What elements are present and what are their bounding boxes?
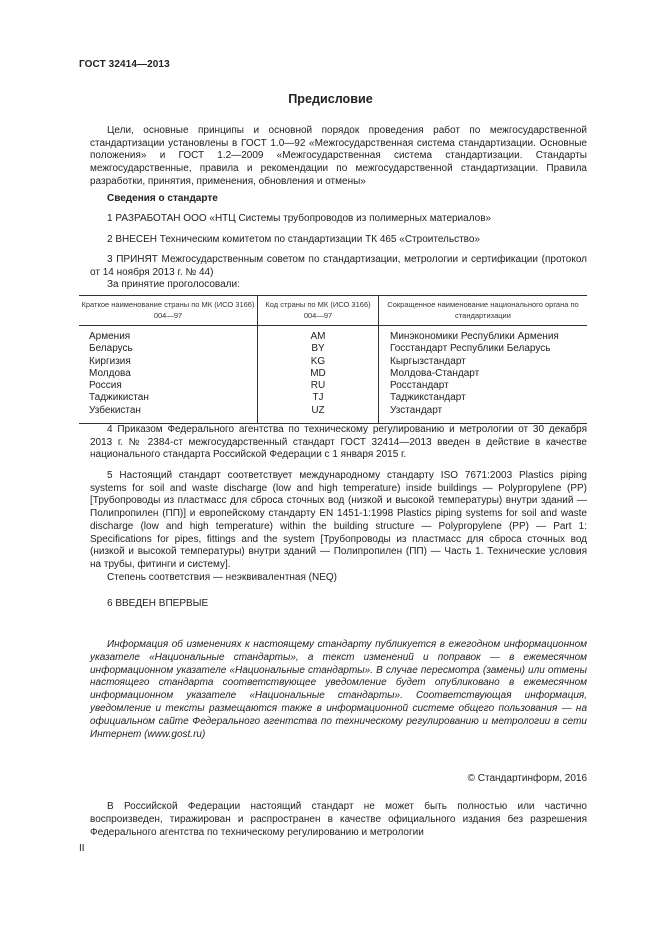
intro-paragraph: Цели, основные принципы и основной порядок проведения работ по межгосударственной стандартизации установлены в ГОСТ 1.0—92 «Межгосударственная система стандартизации. Основные положения» и ГОСТ 1.2—2009 «Межгосударственная система стандартизации. Стандарты межгосударственные, правила и рекомендации по межгосударственной стандартизации. Правила разработки, принятия, применения, обновления и отмены» (90, 125, 587, 187)
item-4: 4 Приказом Федерального агентства по техническому регулированию и метрологии от 30 декабря 2013 г. № 2384-ст межгосударственный стандарт ГОСТ 32414—2013 введен в действие в качестве национального стандарта Российской Федерации с 1 января 2015 г. (90, 424, 587, 461)
item6-block (90, 598, 587, 611)
body-cell: Таджикстандарт (379, 392, 588, 404)
country-cell: Молдова (89, 367, 131, 379)
copyright-line: © Стандартинформ, 2016 (467, 773, 587, 784)
table-row (79, 380, 587, 392)
country-cell: Киргизия (89, 355, 131, 367)
code-cell: MD (258, 368, 379, 380)
item5-block (90, 470, 587, 584)
item-3: 3 ПРИНЯТ Межгосударственным советом по стандартизации, метрологии и сертификации (протокол от 14 ноября 2013 г. № 44) (90, 254, 587, 278)
table-row (79, 326, 587, 344)
table-header-row (79, 296, 587, 326)
item-1: 1 РАЗРАБОТАН ООО «НТЦ Системы трубопроводов из полимерных материалов» (107, 213, 492, 224)
intro-block (90, 125, 587, 189)
item3-block (90, 254, 587, 292)
item-2: 2 ВНЕСЕН Техническим комитетом по стандартизации ТК 465 «Строительство» (107, 234, 480, 245)
voted-label: За принятие проголосовали: (107, 279, 240, 291)
item4-block (90, 424, 587, 462)
code-cell: AM (258, 326, 379, 344)
info-heading: Сведения о стандарте (107, 193, 218, 204)
body-cell: Узстандарт (379, 405, 588, 424)
member-states-table (79, 295, 587, 424)
page-title: Предисловие (288, 92, 373, 106)
code-cell: RU (258, 380, 379, 392)
code-cell: UZ (258, 405, 379, 424)
item-6: 6 ВВЕДЕН ВПЕРВЫЕ (107, 598, 209, 609)
code-cell: KG (258, 356, 379, 368)
body-cell: Росстандарт (379, 380, 588, 392)
code-cell: TJ (258, 392, 379, 404)
item-5: 5 Настоящий стандарт соответствует международному стандарту ISO 7671:2003 Plastics piping systems for soil and waste discharge (low and high temperature) inside buildings — Polypropylene (PP) [Трубопроводы из пластмасс для сброса сточных вод (низкой и высокой температуры) внутри зданий — Полипропилен (ПП)] и европейскому стандарту EN 1451-1:1998 Plastics piping systems for soil and waste discharge (low and high temperature) within the building structure — Polypropylene (PP) — Part 1: Specifications for pipes, fittings and the system [Трубопроводы из пластмасс для сброса сточных вод (низкой и высокой температуры) внутри зданий — Полипропилен (ПП) — Часть 1. Технические условия на трубы, фитинги и систему]. (90, 470, 587, 570)
header-code: Код страны по МК (ИСО 3166) 004—97 (258, 296, 379, 326)
table-row (79, 356, 587, 368)
table-row (79, 392, 587, 404)
table-row (79, 368, 587, 380)
item1-block (90, 213, 587, 226)
page-number: II (79, 843, 85, 854)
country-cell: Таджикистан (89, 392, 149, 404)
country-cell: Узбекистан (79, 405, 258, 424)
table-row (79, 405, 587, 424)
code-cell: BY (258, 343, 379, 355)
info-heading-block (90, 193, 587, 206)
country-cell: Россия (89, 380, 122, 392)
body-cell: Кыргызстандарт (379, 356, 588, 368)
notice-paragraph: Информация об изменениях к настоящему стандарту публикуется в ежегодном информационном указателе «Национальные стандарты», а текст изменений и поправок — в ежемесячном информационном указателе «Национальные стандарты». В случае пересмотра (замены) или отмены настоящего стандарта соответствующее уведомление будет опубликовано в ежемесячном информационном указателе «Национальные стандарты». Соответствующая информация, уведомление и тексты размещаются также в информационной системе общего пользования — на официальном сайте Федерального агентства по техническому регулированию и метрологии в сети Интернет (www.gost.ru) (90, 639, 587, 740)
body-cell: Минэкономики Республики Армения (379, 326, 588, 344)
table-row (79, 343, 587, 355)
body-cell: Молдова-Стандарт (379, 368, 588, 380)
country-cell: Армения (89, 331, 131, 342)
legal-paragraph: В Российской Федерации настоящий стандарт не может быть полностью или частично воспроизведен, тиражирован и распространен в качестве официального издания без разрешения Федерального агентства по техническому регулированию и метрологии (90, 801, 587, 838)
country-cell: Беларусь (89, 343, 133, 355)
conformity-degree: Степень соответствия — неэквивалентная (NEQ) (107, 571, 338, 583)
header-body: Сокращенное наименование национального органа по стандартизации (379, 296, 588, 326)
item2-block (90, 234, 587, 247)
header-country: Краткое наименование страны по МК (ИСО 3166) 004—97 (79, 296, 258, 326)
document-id: ГОСТ 32414—2013 (79, 59, 170, 70)
body-cell: Госстандарт Республики Беларусь (379, 343, 588, 355)
